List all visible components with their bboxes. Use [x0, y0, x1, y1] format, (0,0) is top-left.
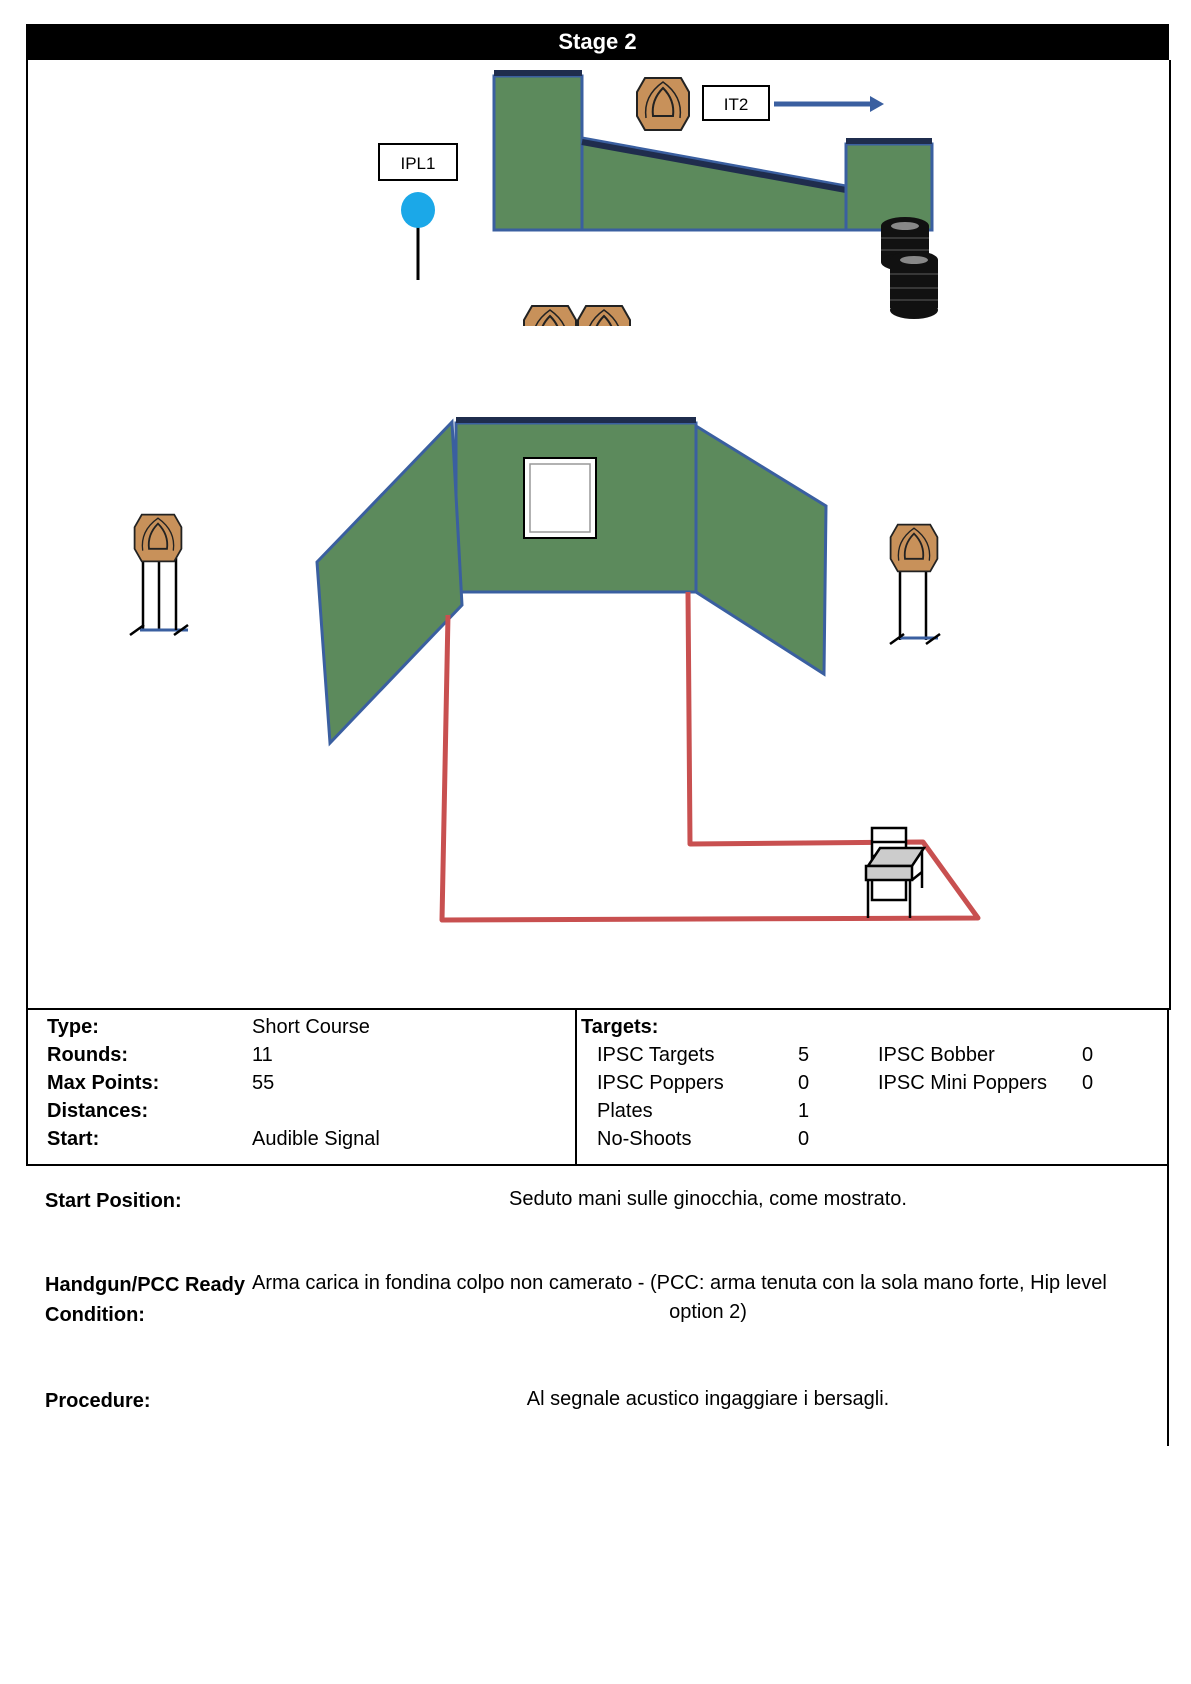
it2-label: IT2: [723, 95, 749, 114]
stage-title: Stage 2: [26, 24, 1169, 60]
ipsc-target-low-left: [524, 306, 630, 358]
stage-details: [26, 1166, 1169, 1446]
ready-condition-label-line1: Handgun/PCC Ready: [45, 1274, 246, 1296]
ready-condition-value-line1: Arma carica in fondina colpo non camerato - (PCC: arma tenuta con la sola mano forte, Hip level: [252, 1272, 1107, 1294]
popper-ipl1: [401, 192, 435, 280]
target-name: IPSC Mini Poppers: [878, 1072, 1047, 1094]
target-count: 0: [1082, 1072, 1094, 1094]
target-count: 1: [798, 1100, 810, 1122]
target-name: IPSC Targets: [597, 1044, 715, 1066]
type-value: Short Course: [252, 1016, 370, 1038]
rounds-label: Rounds:: [47, 1044, 129, 1066]
start-position-label: Start Position:: [45, 1190, 182, 1212]
max-points-label: Max Points:: [47, 1072, 160, 1094]
ipsc-target-it2: [637, 78, 689, 130]
stage-diagram-svg: [28, 60, 1169, 1008]
procedure-value: Al segnale acustico ingaggiare i bersagli.: [526, 1388, 890, 1410]
stage-info-table: [26, 1010, 1169, 1166]
target-name: No-Shoots: [597, 1128, 692, 1150]
stage-diagram: [26, 60, 1171, 1010]
max-points-value: 55: [252, 1072, 275, 1094]
target-name: IPSC Bobber: [878, 1044, 995, 1066]
center-wall-right: [696, 426, 826, 674]
targets-label: Targets:: [581, 1016, 659, 1038]
ready-condition-label-line2: Condition:: [45, 1304, 145, 1326]
start-value: Audible Signal: [252, 1128, 380, 1150]
target-count: 0: [798, 1072, 810, 1094]
center-wall-left: [317, 422, 462, 743]
type-label: Type:: [47, 1016, 99, 1038]
info-divider: [575, 1010, 577, 1164]
window-port: [524, 458, 596, 538]
ipl1-label: IPL1: [400, 154, 436, 173]
ipsc-target-right-stand: [890, 525, 940, 644]
start-position-value: Seduto mani sulle ginocchia, come mostrato.: [509, 1188, 907, 1210]
target-name: IPSC Poppers: [597, 1072, 724, 1094]
start-label: Start:: [47, 1128, 100, 1150]
it2-label-box: [703, 86, 769, 120]
target-count: 0: [1082, 1044, 1094, 1066]
rounds-value: 11: [252, 1044, 273, 1066]
moving-target-arrow: [774, 96, 884, 112]
target-count: 5: [798, 1044, 810, 1066]
procedure-label: Procedure:: [45, 1390, 151, 1412]
target-count: 0: [798, 1128, 810, 1150]
ipl1-label-box: [379, 144, 457, 180]
ready-condition-value-line2: option 2): [669, 1301, 747, 1323]
target-name: Plates: [597, 1100, 653, 1122]
distances-label: Distances:: [47, 1100, 149, 1122]
tyre-stack: [881, 217, 938, 319]
ipsc-target-left-stand: [130, 515, 188, 635]
